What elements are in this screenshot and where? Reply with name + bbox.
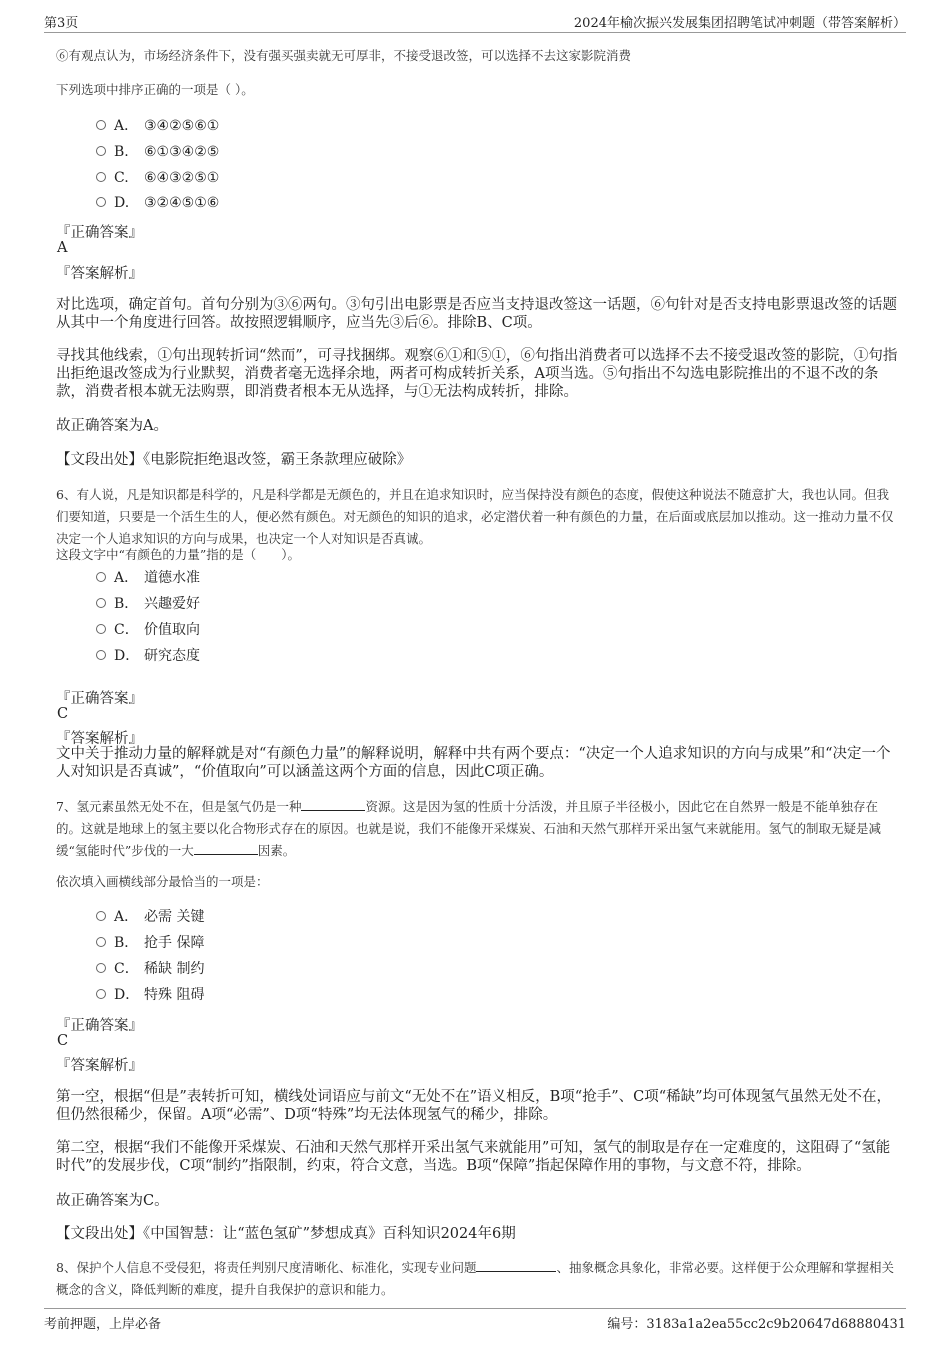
q7-option-d[interactable]: D． 特殊 阻碍 bbox=[96, 985, 204, 1005]
q5-analysis-p2: 寻找其他线索，①句出现转折词“然而”，可寻找捆绑。观察⑥①和⑤①，⑥句指出消费者可以选择不去不接受退改签的影院，①句指出拒绝退改签成为行业默契，消费者毫无选择余地，两者可构成转折关系，A项当选。⑤句指出不勾选电影院推出的不退不改的条款，消费者根本就无法购票，即消费者根本无从选择，与①无法构成转折，排除。 bbox=[56, 348, 898, 400]
q6-analysis-label: 『答案解析』 bbox=[56, 731, 143, 747]
document-id: 编号：3183a1a2ea55cc2c9b20647d68880431 bbox=[607, 1317, 906, 1332]
q7-stem: 7、氢元素虽然无处不在，但是氢气仍是一种 资源。这是因为氢的性质十分活泼，并且原子半径极小，因此它在自然界一般是不能单独存在的。这就是地球上的氢主要以化合物形式存在的原因。也就是说，我们不能像开采煤炭、石油和天然气那样开采出氢气来就能用。氢气的制取无疑是减缓“氢能时代”步伐的一大 因素。 bbox=[56, 799, 882, 858]
q5-answer-label: 『正确答案』 bbox=[56, 225, 143, 241]
q5-statement-6: ⑥有观点认为，市场经济条件下，没有强买强卖就无可厚非，不接受退改签，可以选择不去这家影院消费 bbox=[56, 48, 632, 63]
footer-slogan: 考前押题，上岸必备 bbox=[44, 1317, 162, 1332]
q7-analysis-p1: 第一空，根据“但是”表转折可知，横线处词语应与前文“无处不在”语义相反，B项“抢手”、C项“稀缺”均可体现氢气虽然无处不在，但仍然很稀少，保留。A项“必需”、D项“特殊”均无法体现氢气的稀少，排除。 bbox=[56, 1089, 892, 1123]
q7-option-a[interactable]: A． 必需 关键 bbox=[96, 907, 204, 927]
q5-option-a[interactable]: A． ③④②⑤⑥① bbox=[96, 116, 219, 136]
q6-option-c[interactable]: C． 价值取向 bbox=[96, 620, 200, 640]
radio-icon[interactable] bbox=[96, 650, 106, 660]
q6-answer: C bbox=[57, 706, 69, 722]
q6-prompt: 这段文字中“有颜色的力量”指的是（ ）。 bbox=[56, 547, 301, 562]
q6-answer-label: 『正确答案』 bbox=[56, 691, 143, 707]
q6-analysis: 文中关于推动力量的解释就是对“有颜色力量”的解释说明，解释中共有两个要点：“决定一个人追求知识的方向与成果”和“决定一个人对知识是否真诚”，“价值取向”可以涵盖这两个方面的信息，因此C项正确。 bbox=[56, 746, 891, 780]
q5-prompt: 下列选项中排序正确的一项是（ ）。 bbox=[56, 82, 254, 97]
radio-icon[interactable] bbox=[96, 572, 106, 582]
radio-icon[interactable] bbox=[96, 197, 106, 207]
radio-icon[interactable] bbox=[96, 172, 106, 182]
page-header bbox=[44, 10, 906, 33]
q7-option-c[interactable]: C． 稀缺 制约 bbox=[96, 959, 204, 979]
q6-option-b[interactable]: B． 兴趣爱好 bbox=[96, 594, 200, 614]
q7-answer-label: 『正确答案』 bbox=[56, 1018, 143, 1034]
radio-icon[interactable] bbox=[96, 963, 106, 973]
q7-analysis-p2: 第二空，根据“我们不能像开采煤炭、石油和天然气那样开采出氢气来就能用”可知，氢气的制取是存在一定难度的，这阻碍了“氢能时代”的发展步伐，C项“制约”指限制，约束，符合文意，当选。B项“保障”指起保障作用的事物，与文意不符，排除。 bbox=[56, 1140, 891, 1174]
fill-blank-2[interactable] bbox=[194, 842, 258, 855]
q7-source: 【文段出处】《中国智慧：让“蓝色氢矿”梦想成真》百科知识2024年6期 bbox=[56, 1226, 516, 1242]
q5-option-c[interactable]: C. ⑥④③②⑤① bbox=[96, 168, 219, 188]
page-number: 第3页 bbox=[44, 16, 79, 31]
q7-answer: C bbox=[57, 1033, 69, 1049]
radio-icon[interactable] bbox=[96, 989, 106, 999]
radio-icon[interactable] bbox=[96, 937, 106, 947]
q5-analysis-p1: 对比选项，确定首句。首句分别为③⑥两句。③句引出电影票是否应当支持退改签这一话题，⑥句针对是否支持电影票退改签的话题从其中一个角度进行回答。故按照逻辑顺序，应当先③后⑥。排除B、C项。 bbox=[56, 297, 897, 331]
q7-option-b[interactable]: B． 抢手 保障 bbox=[96, 933, 204, 953]
q5-answer: A bbox=[57, 240, 68, 256]
q5-option-b[interactable]: B. ⑥①③④②⑤ bbox=[96, 142, 219, 162]
q6-option-a[interactable]: A． 道德水准 bbox=[96, 568, 200, 588]
document-title: 2024年榆次振兴发展集团招聘笔试冲刺题（带答案解析） bbox=[573, 16, 906, 31]
radio-icon[interactable] bbox=[96, 911, 106, 921]
q8-stem: 8、保护个人信息不受侵犯，将责任判别尺度清晰化、标准化，实现专业问题 、抽象概念具象化，非常必要。这样便于公众理解和掌握相关概念的含义，降低判断的难度，提升自我保护的意识和能力。 bbox=[56, 1260, 894, 1297]
q6-stem: 6、有人说，凡是知识都是科学的，凡是科学都是无颜色的，并且在追求知识时，应当保持没有颜色的态度，假使这种说法不随意扩大，我也认同。但我们要知道，只要是一个活生生的人，便必然有颜色。对无颜色的知识的追求，必定潜伏着一种有颜色的力量，在后面或底层加以推动。这一推动力量不仅决定一个人追求知识的方向与成果，也决定一个人对知识是否真诚。 bbox=[56, 487, 894, 546]
q5-analysis-label: 『答案解析』 bbox=[56, 266, 143, 282]
q7-analysis-label: 『答案解析』 bbox=[56, 1058, 143, 1074]
q5-option-d[interactable]: D. ③②④⑤①⑥ bbox=[96, 193, 219, 213]
fill-blank-1[interactable] bbox=[301, 798, 365, 811]
q5-analysis-p3: 故正确答案为A。 bbox=[56, 418, 168, 434]
fill-blank-3[interactable] bbox=[476, 1259, 556, 1272]
q6-option-d[interactable]: D． 研究态度 bbox=[96, 646, 200, 666]
radio-icon[interactable] bbox=[96, 624, 106, 634]
radio-icon[interactable] bbox=[96, 120, 106, 130]
q5-source: 【文段出处】《电影院拒绝退改签，霸王条款理应破除》 bbox=[56, 452, 412, 468]
page-footer bbox=[44, 1308, 906, 1333]
q7-analysis-p3: 故正确答案为C。 bbox=[56, 1193, 169, 1209]
radio-icon[interactable] bbox=[96, 146, 106, 156]
q7-prompt: 依次填入画横线部分最恰当的一项是： bbox=[56, 874, 269, 889]
radio-icon[interactable] bbox=[96, 598, 106, 608]
